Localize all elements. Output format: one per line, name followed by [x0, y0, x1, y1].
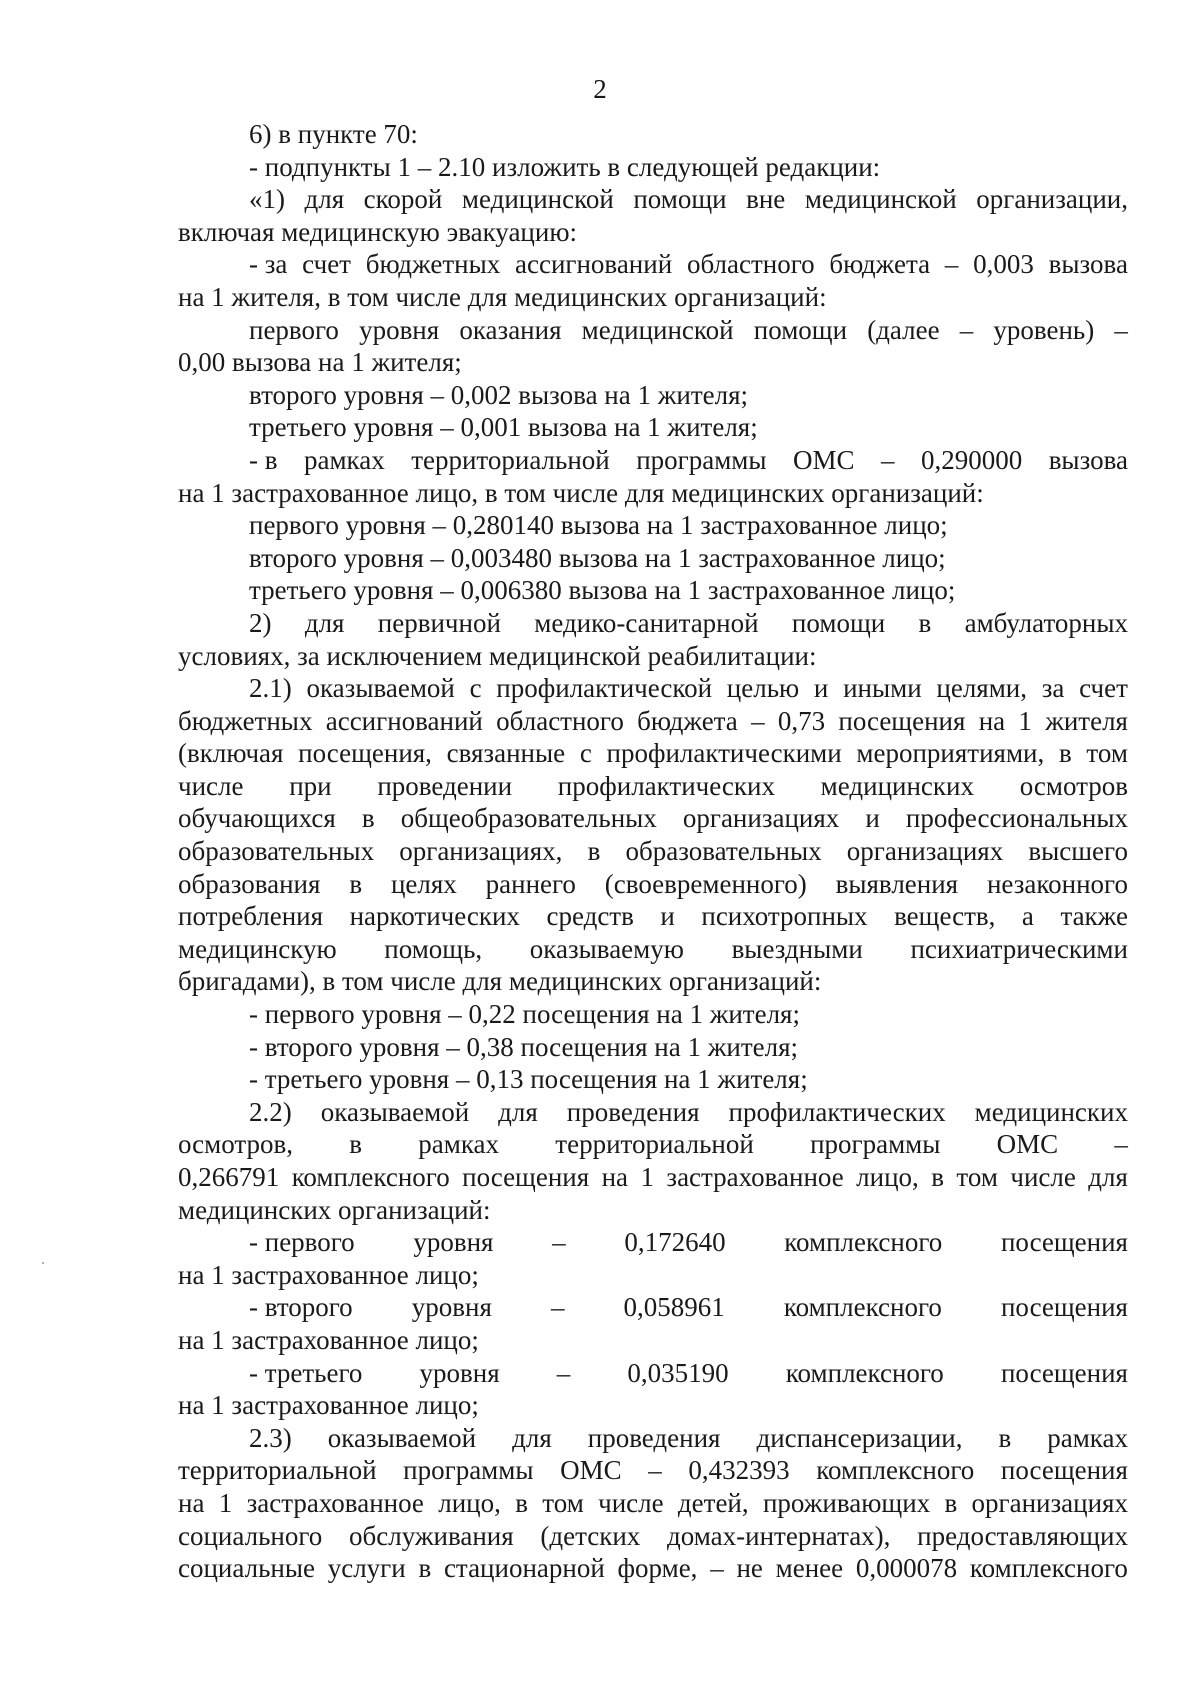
word: застрахованное — [666, 1162, 844, 1192]
word: с — [579, 738, 592, 769]
text-line: первого уровня – 0,280140 вызова на 1 застрахованное лицо; — [249, 510, 948, 541]
word: в — [998, 1422, 1012, 1453]
text-line — [178, 900, 1128, 933]
word: в — [587, 836, 601, 867]
word: – — [710, 1553, 724, 1584]
word: проведении — [377, 770, 513, 801]
word: областного — [686, 249, 815, 280]
word: медицинской — [804, 184, 957, 215]
text-line — [178, 933, 1128, 966]
word: том — [1086, 738, 1128, 769]
word: том — [956, 1162, 998, 1192]
text-line — [178, 444, 1128, 477]
word: посещения — [1000, 1357, 1128, 1388]
word: «1) — [249, 184, 285, 215]
word: в — [361, 803, 375, 834]
word: организациях — [971, 1487, 1128, 1518]
word: незаконного — [986, 868, 1128, 899]
text-line — [178, 1552, 1128, 1585]
text-line — [178, 737, 1128, 770]
text-line: медицинских организаций: — [178, 1194, 491, 1225]
word: счет — [1079, 673, 1128, 704]
word: осмотров, — [178, 1129, 294, 1160]
word: областного — [496, 705, 624, 736]
word: проведения — [566, 1096, 700, 1127]
word: 1 — [640, 1162, 654, 1192]
word: территориальной — [555, 1129, 754, 1160]
word: жителя — [1045, 705, 1128, 736]
word: – — [556, 1357, 571, 1388]
scan-speck — [42, 1262, 44, 1264]
word: помощи — [791, 607, 886, 638]
word: средств — [546, 901, 634, 932]
word: первого — [249, 314, 339, 345]
word: уровня — [413, 1227, 494, 1258]
word: также — [1060, 901, 1128, 932]
word: посещения — [1000, 1292, 1128, 1323]
word: организациях — [846, 836, 1004, 867]
word: помощь, — [384, 933, 483, 964]
word: 0,058961 — [623, 1292, 725, 1323]
word: проведения — [587, 1422, 721, 1453]
word: уровня — [411, 1292, 492, 1323]
word: предоставляющих — [917, 1520, 1128, 1551]
word: мероприятиями, — [856, 738, 1045, 769]
word: программы — [403, 1455, 534, 1486]
word: – — [550, 1292, 565, 1323]
word: проживающих — [762, 1487, 931, 1518]
text-line: третьего уровня – 0,006380 вызова на 1 застрахованное лицо; — [249, 575, 956, 606]
word: посещения, — [298, 738, 432, 769]
word: организации, — [976, 184, 1128, 215]
word: 0,035190 — [627, 1357, 729, 1388]
word: 0,73 — [777, 705, 826, 736]
word: 0,003 — [973, 249, 1034, 280]
text-line — [178, 1487, 1128, 1520]
word: в — [349, 1129, 363, 1160]
word: скорой — [363, 184, 443, 215]
word: медицинской — [461, 184, 614, 215]
word: на — [978, 705, 1006, 736]
word: за — [1041, 673, 1065, 704]
word: – — [552, 1227, 566, 1258]
word: – — [1114, 1129, 1128, 1160]
word: менее — [775, 1553, 844, 1584]
word: 0,172640 — [624, 1227, 726, 1258]
word: том — [542, 1487, 584, 1518]
text-line — [178, 183, 1128, 216]
word: для — [304, 607, 345, 638]
text-line: условиях, за исключением медицинской реабилитации: — [178, 640, 817, 671]
word: (своевременного) — [604, 868, 807, 899]
word: при — [289, 770, 332, 801]
word: ассигнований — [325, 705, 483, 736]
word: высшего — [1028, 836, 1128, 867]
word: комплексного — [784, 1227, 943, 1258]
word: организациях — [682, 803, 840, 834]
word: профилактических — [557, 770, 775, 801]
text-line — [178, 770, 1128, 803]
word: ОМС — [996, 1129, 1059, 1160]
word: на — [601, 1162, 629, 1192]
document-body — [178, 118, 1128, 1585]
word: лицо, — [856, 1162, 919, 1192]
word: социального — [178, 1520, 323, 1551]
word: форме, — [617, 1553, 698, 1584]
word: ассигнований — [515, 249, 673, 280]
word: раннего — [485, 868, 576, 899]
text-line — [178, 1422, 1128, 1455]
text-line — [178, 672, 1128, 705]
word: в — [1058, 738, 1072, 769]
word: программы — [636, 444, 767, 475]
text-line — [178, 705, 1128, 738]
word: для — [304, 184, 345, 215]
text-line: на 1 застрахованное лицо; — [178, 1259, 479, 1290]
word: и — [865, 803, 880, 834]
word: организациях, — [399, 836, 563, 867]
word: иными — [843, 673, 922, 704]
word: ОМС — [793, 444, 855, 475]
word: в — [515, 1487, 528, 1518]
word: комплексного — [785, 1357, 944, 1388]
word: 2.2) — [249, 1096, 292, 1127]
text-line: 6) в пункте 70: — [249, 119, 418, 149]
word: осмотров — [1019, 770, 1128, 801]
word: уровень) — [993, 314, 1095, 345]
word: числе — [598, 1487, 664, 1518]
text-line: 0,00 вызова на 1 жителя; — [178, 347, 462, 378]
word: медицинских — [974, 1096, 1128, 1127]
word: застрахованное — [246, 1487, 424, 1518]
word: посещения — [462, 1162, 590, 1192]
word: медико-санитарной — [534, 607, 759, 638]
word: комплексного — [291, 1162, 450, 1192]
text-line — [178, 1161, 1128, 1194]
word: для — [498, 1096, 538, 1127]
text-line — [178, 1520, 1128, 1553]
word: комплексного — [969, 1553, 1128, 1584]
word: территориальной — [178, 1455, 377, 1486]
word: обслуживания — [349, 1520, 514, 1551]
word: первичной — [377, 607, 501, 638]
word: наркотических — [349, 901, 520, 932]
word: ОМС — [560, 1455, 622, 1486]
word: в — [931, 1162, 944, 1192]
word: обучающихся — [178, 803, 336, 834]
text-line — [178, 802, 1128, 835]
word: для — [1088, 1162, 1128, 1192]
word: целями, — [936, 673, 1028, 704]
word: и — [660, 901, 675, 932]
word: и — [813, 673, 829, 704]
word: 1 — [218, 1487, 233, 1518]
word: медицинской — [581, 314, 734, 345]
word: – — [751, 705, 765, 736]
word: оказываемой — [320, 1096, 470, 1127]
word: оказываемую — [529, 933, 684, 964]
word: рамках — [1047, 1422, 1128, 1453]
word: (включая — [178, 738, 284, 769]
word: связанные — [446, 738, 566, 769]
word: – — [648, 1455, 662, 1486]
text-line: на 1 застрахованное лицо, в том числе для медицинских организаций: — [178, 477, 984, 508]
word: – — [944, 249, 959, 280]
word: 2.3) — [249, 1422, 292, 1453]
word: профессиональных — [905, 803, 1128, 834]
word: – — [1114, 314, 1128, 345]
word: в — [418, 1553, 432, 1584]
word: образования — [178, 868, 321, 899]
word: посещения — [1000, 1227, 1128, 1258]
text-line — [178, 868, 1128, 901]
text-line: третьего уровня – 0,001 вызова на 1 жителя; — [249, 412, 758, 443]
text-line: на 1 застрахованное лицо; — [178, 1390, 479, 1421]
word: потребления — [178, 901, 324, 932]
text-line: на 1 жителя, в том числе для медицинских организаций: — [178, 281, 827, 312]
word: оказания — [459, 314, 562, 345]
word: 0,266791 — [178, 1162, 280, 1192]
word: выявления — [835, 868, 959, 899]
text-line — [178, 314, 1128, 347]
word: посещения — [838, 705, 966, 736]
word: 0,000078 — [855, 1553, 958, 1584]
word: в — [944, 1487, 958, 1518]
text-line: включая медицинскую эвакуацию: — [178, 216, 578, 247]
text-line — [178, 1128, 1128, 1161]
word: 2) — [249, 607, 272, 638]
word: психиатрическими — [910, 933, 1128, 964]
text-line — [178, 248, 1128, 281]
word: профилактической — [496, 673, 713, 704]
word: социальные — [178, 1553, 315, 1584]
word: - третьего — [249, 1357, 363, 1388]
word: (детских — [540, 1520, 641, 1551]
text-line — [178, 1454, 1128, 1487]
word: - первого — [249, 1227, 355, 1258]
word: образовательных — [178, 836, 375, 867]
word: 0,290000 — [920, 444, 1023, 475]
word: оказываемой — [306, 673, 455, 704]
word: помощи — [633, 184, 727, 215]
word: амбулаторных — [964, 607, 1128, 638]
text-line: второго уровня – 0,003480 вызова на 1 застрахованное лицо; — [249, 542, 946, 573]
word: целях — [390, 868, 457, 899]
word: рамках — [303, 444, 385, 475]
word: – — [881, 444, 895, 475]
word: общеобразовательных — [400, 803, 657, 834]
word: а — [1021, 901, 1034, 932]
word: - в — [249, 444, 278, 475]
word: программы — [810, 1129, 941, 1160]
word: в — [349, 868, 363, 899]
word: - за — [249, 249, 288, 280]
word: бюджетных — [178, 705, 313, 736]
word: выездными — [731, 933, 863, 964]
word: – — [959, 314, 974, 345]
word: 2.1) — [249, 673, 292, 704]
word: веществ, — [894, 901, 996, 932]
word: уровня — [359, 314, 440, 345]
word: посещения — [1000, 1455, 1128, 1486]
word: целью — [726, 673, 800, 704]
word: числе — [1010, 1162, 1076, 1192]
word: медицинских — [820, 770, 974, 801]
text-line: второго уровня – 0,002 вызова на 1 жителя; — [249, 379, 749, 410]
word: профилактических — [728, 1096, 946, 1127]
word: с — [469, 673, 482, 704]
word: 0,432393 — [688, 1455, 790, 1486]
text-line: бригадами), в том числе для медицинских организаций: — [178, 966, 822, 997]
word: бюджета — [637, 705, 738, 736]
text-line: - первого уровня – 0,22 посещения на 1 жителя; — [249, 999, 800, 1030]
word: на — [178, 1487, 205, 1518]
text-line — [178, 607, 1128, 640]
word: комплексного — [816, 1455, 975, 1486]
text-line: - второго уровня – 0,38 посещения на 1 жителя; — [249, 1031, 799, 1062]
word: уровня — [419, 1357, 500, 1388]
text-line — [178, 1291, 1128, 1324]
word: бюджетных — [365, 249, 501, 280]
word: профилактическими — [606, 738, 842, 769]
word: для — [512, 1422, 552, 1453]
word: рамках — [418, 1129, 500, 1160]
text-line — [178, 835, 1128, 868]
word: домах-интернатах), — [667, 1520, 891, 1551]
word: числе — [178, 770, 244, 801]
text-line: - третьего уровня – 0,13 посещения на 1 жителя; — [249, 1064, 808, 1095]
word: медицинскую — [178, 933, 337, 964]
word: диспансеризации, — [756, 1422, 963, 1453]
word: стационарной — [443, 1553, 605, 1584]
word: лицо, — [438, 1487, 501, 1518]
word: 1 — [1018, 705, 1032, 736]
text-line — [178, 1096, 1128, 1129]
word: оказываемой — [327, 1422, 477, 1453]
word: вне — [746, 184, 786, 215]
word: бюджета — [829, 249, 931, 280]
word: не — [736, 1553, 763, 1584]
word: услуги — [327, 1553, 406, 1584]
word: в — [918, 607, 932, 638]
text-line: - подпункты 1 – 2.10 изложить в следующей редакции: — [249, 151, 881, 182]
text-line — [178, 1357, 1128, 1390]
word: образовательных — [625, 836, 822, 867]
word: комплексного — [783, 1292, 942, 1323]
word: территориальной — [411, 444, 610, 475]
word: помощи — [753, 314, 848, 345]
word: счет — [302, 249, 351, 280]
word: вызова — [1048, 249, 1128, 280]
word: вызова — [1048, 444, 1128, 475]
word: - второго — [249, 1292, 353, 1323]
word: психотропных — [701, 901, 868, 932]
word: (далее — [867, 314, 940, 345]
text-line — [178, 1226, 1128, 1259]
text-line: на 1 застрахованное лицо; — [178, 1324, 479, 1355]
page-number: 2 — [593, 74, 607, 104]
word: детей, — [677, 1487, 749, 1518]
